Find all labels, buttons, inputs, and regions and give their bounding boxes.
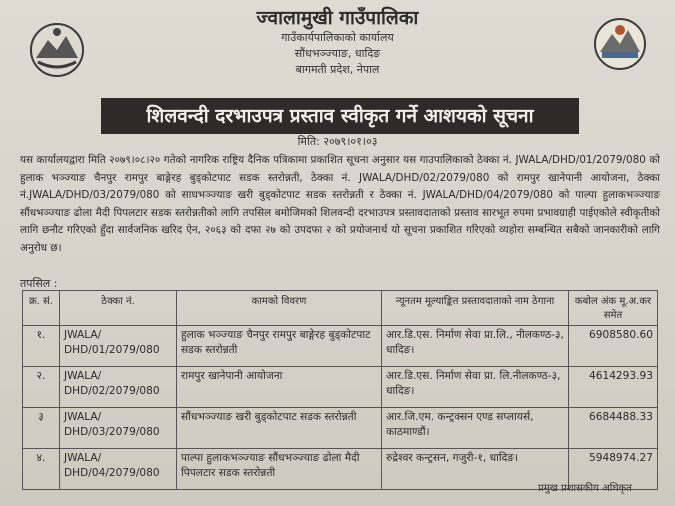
row-sn: ३ bbox=[23, 408, 60, 449]
header-amount: कबोल अंक मू.अ.कर समेत bbox=[569, 291, 658, 326]
row-sn: १. bbox=[23, 326, 60, 367]
row-amount: 5948974.27 bbox=[569, 449, 658, 490]
row-work: सौंधभञ्ज्याङ खरी बुड्कोटपाट सडक स्तरोन्नती bbox=[177, 408, 382, 449]
row-contract-no: JWALA/ DHD/04/2079/080 bbox=[60, 449, 177, 490]
row-bidder: आर.डि.एस. निर्माण सेवा प्रा.लि., नीलकण्ठ-३, धादिङ। bbox=[382, 326, 569, 367]
header-bidder: न्यूनतम मूल्याङ्कित प्रस्तावदाताको नाम ठेगाना bbox=[382, 291, 569, 326]
row-contract-no: JWALA/ DHD/02/2079/080 bbox=[60, 367, 177, 408]
table-row bbox=[23, 367, 658, 408]
row-bidder: आर.जि.एम. कन्ट्रक्सन एण्ड सप्लायर्स, काठमाण्डौं। bbox=[382, 408, 569, 449]
tapasil-label: तपसिल : bbox=[20, 277, 58, 290]
table-header-row bbox=[23, 291, 658, 326]
notice-header bbox=[0, 6, 675, 78]
notice-date: मिति: २०७९।०१।०३ bbox=[297, 135, 378, 148]
row-work: पाल्पा हुलाकभञ्ज्याङ सौंधभञ्ज्याङ ढोला मैदी पिपलटार सडक स्तरोन्नती bbox=[177, 449, 382, 490]
table-row bbox=[23, 326, 658, 367]
header-sn: क्र. सं. bbox=[23, 291, 60, 326]
office-subtitle: गाउँकार्यपालिकाको कार्यालय bbox=[281, 31, 394, 44]
notice-title: शिलवन्दी दरभाउपत्र प्रस्ताव स्वीकृत गर्ने आशयको सूचना bbox=[101, 98, 579, 134]
office-province: बागमती प्रदेश, नेपाल bbox=[295, 63, 380, 76]
row-sn: ४. bbox=[23, 449, 60, 490]
signature-label: प्रमुख प्रशासकीय अधिकृत bbox=[538, 483, 632, 494]
row-bidder: रुद्रेश्वर कन्ट्रसन, गजुरी-१, धादिङ। bbox=[382, 449, 569, 490]
row-sn: २. bbox=[23, 367, 60, 408]
row-bidder: आर.डि.एस. निर्माण सेवा प्रा. लि.नीलकण्ठ-३, धादिङ। bbox=[382, 367, 569, 408]
office-location: सौंधभञ्ज्याङ, धादिङ bbox=[294, 47, 381, 60]
row-amount: 6684488.33 bbox=[569, 408, 658, 449]
row-contract-no: JWALA/ DHD/01/2079/080 bbox=[60, 326, 177, 367]
row-work: रामपुर खानेपानी आयोजना bbox=[177, 367, 382, 408]
row-amount: 4614293.93 bbox=[569, 367, 658, 408]
table-row bbox=[23, 408, 658, 449]
contract-table bbox=[22, 290, 658, 490]
row-contract-no: JWALA/ DHD/03/2079/080 bbox=[60, 408, 177, 449]
header-contract-no: ठेक्का नं. bbox=[60, 291, 177, 326]
header-work: कामको विवरण bbox=[177, 291, 382, 326]
row-amount: 6908580.60 bbox=[569, 326, 658, 367]
row-work: हुलाक भञ्ज्याङ चैनपुर रामपुर बाङ्गेरह बुड्कोटपाट सडक स्तरोन्नती bbox=[177, 326, 382, 367]
office-name: ज्वालामुखी गाउँपालिका bbox=[256, 7, 419, 29]
notice-body: यस कार्यालयद्वारा मिति २०७९।०८।२० गतेको नागरिक राष्ट्रिय दैनिक पत्रिकामा प्रकाशित सूचना अनुसार यस गाउपालिकाको ठेक्का नं. JWALA/DHD/01/2079/080 को हुलाक भञ्ज्याङ चैनपुर रामपुर बाङ्गेरह बुड्कोटपाट सडक स्तरोन्नती, ठेक्का नं. JWALA/DHD/02/2079/080 को रामपुर खानेपानी आयोजना, ठेक्का नं.JWALA/DHD/03/2079/080 को साधभञ्ज्याङ खरी बुड्कोटपाट सडक स्तरोन्नती र ठेक्का नं. JWALA/DHD/04/2079/080 को पाल्पा हुलाकभञ्ज्याङ सौंधभञ्ज्याङ ढोला मैदी पिपलटार सडक स्तरोन्नतीको लागि तपसिल बमोजिमको शिलवन्दी दरभाउपत्र प्रस्तावदाताको प्रस्ताव सारभूत रुपमा प्रभावग्राही पाईएकोले स्वीकृतीको लागि छनौट गरिएको हुँदा सार्वजनिक खरिद ऐन, २०६३ को दफा २७ को उपदफा २ को प्रयोजनार्थ यो सूचना प्रकाशित गरिएको व्यहोरा सम्बन्धित सबैको जानकारीको लागि अनुरोध छ। bbox=[20, 154, 660, 254]
